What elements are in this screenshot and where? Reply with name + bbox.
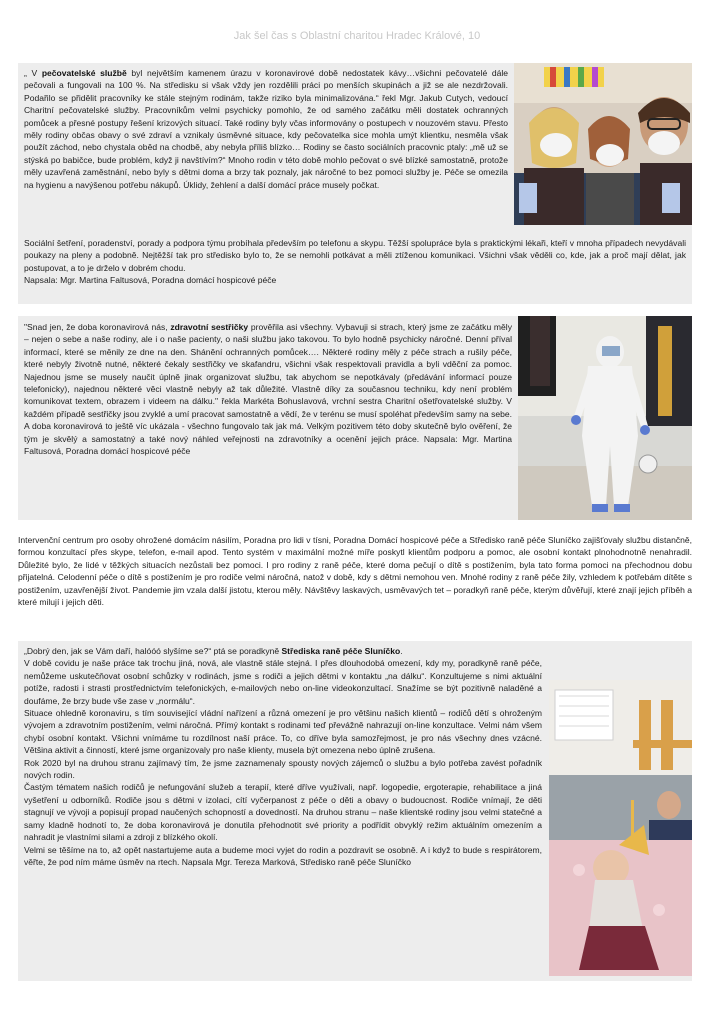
photo-baby-playing-floor xyxy=(549,680,692,976)
intervencni-centrum-text xyxy=(18,534,692,608)
s2-rest: prověřila asi všechny. Vybavuji si strach, který jsme ze začátku měly – nejen o sebe a naše rodiny, ale i o naše pacienty, o naši službu jako takovou. To bylo hodně psychicky náročné. Denní příval informací, které se měnily ze dne na den. Shánění ochranných pomůcek…. Některé rodiny měly z péče strach a rušily péče, které nebyly životně nutné, některé čekaly sestřičky ve skafandru, všichni však respektovali pravidla a byli vděční za pomoc. Najednou jsme se musely naučit úplně jinak organizovat službu, tak abychom se nepotkávaly (předávání informací pouze telefonicky), najednou některé věci vlastně nebyly až tak důležité. Vlastně díky za současnou techniku, kdy není problém komunikovat textem, obrazem i videem na dálku." řekla Markéta Bohuslavová, vrchní sestra Charitní ošetřovatelské služby. V každém případě sestřičky jsou zvyklé a umí pracovat samostatně a vědí, že v terénu se musí spoléhat především samy na sebe. A doba koronavirová to ještě víc ukázala - všechno fungovalo tak jak má. Velkým pozitivem této doby skutečně bylo ověření, že tým je skvělý a samostatný a také nový náhled veřejnosti na zdravotníky a ocenění jejich práce. Napsala: Mgr. Martina Faltusová, Poradna domácí hospicové péče xyxy=(24,322,512,457)
stredisko-text xyxy=(24,645,542,868)
s4-bold-end: . xyxy=(400,646,403,656)
s1-paragraph-2: Sociální šetření, poradenství, porady a podpora týmu probíhala především po telefonu a skypu. Těžší spolupráce byla s praktickými lékaři, kteří v mnoha případech nevydávali poukazy na pleny a podobně. Nejtěžší tak pro středisko bylo to, že se nemohli potkávat a měli ztíženou komunikaci. Všichni však věděli co, kde, jak a proč mají dělat, jak postupovat, a to je drželo v dobrém chodu. xyxy=(24,238,686,273)
s2-open: "Snad jen, že doba koronavirová nás, xyxy=(24,322,171,332)
s4-paragraph-2: Situace ohledně koronaviru, s tím související vládní nařízení a různá omezení je pro většinu našich klientů – rodičů dětí s ohroženým vývojem a zdravotním postižením, velmi náročná. Přímý kontakt s rodinami teď převážně nahrazují on-line konzultace. Velmi nám všem chybí osobní kontakt. Všichni vnímáme tu rozdílnost naší práce. To, co dříve byla samozřejmost, je pro nás všechny dnes vzácné. Většina aktivit a činností, které jsme organizovaly pro naše klienty, musela být omezena nebo úplně zrušena. xyxy=(24,708,542,756)
s4-paragraph-5: Velmi se těšíme na to, až opět nastartujeme auta a budeme moci vyjet do rodin a pozdravit se osobně. A i když to bude s respirátorem, věřte, že pod ním máme úsměv na rtech. Napsala Mgr. Tereza Marková, Středisko raně péče Sluníčko xyxy=(24,844,542,867)
s4-paragraph-1: V době covidu je naše práce tak trochu jiná, nová, ale vlastně stále stejná. I přes dlouhodobá omezení, kdy my, poradkyně raně péče, nemůžeme uskutečňovat osobní schůzky v rodinách, jsme s rodiči a jejich dětmi v kontaktu „na dálku“. Konzultujeme s nimi aktuální potíže, radosti i strasti prostřednictvím telefonických, e-mailových nebo on-line videokonzultací. Snažíme se být pozitivně naladěné a doufáme, že brzy bude vše zase v „normálu“. xyxy=(24,658,542,706)
s4-bold-term: Střediska raně péče Sluníčko xyxy=(281,646,401,656)
s4-paragraph-3: Rok 2020 byl na druhou stranu zajímavý tím, že jsme zaznamenaly spousty nových zájemců o službu a bylo potřeba zavést pořadník nových rodin. xyxy=(24,757,542,781)
s4-open: „Dobrý den, jak se Vám daří, halóóó slyšíme se?“ ptá se poradkyně xyxy=(24,646,282,656)
s1-signature: Napsala: Mgr. Martina Faltusová, Poradna domácí hospicové péče xyxy=(24,275,277,286)
s1-open: „ V xyxy=(24,68,42,78)
s3-paragraph: Intervenční centrum pro osoby ohrožené domácím násilím, Poradna pro lidi v tísni, Poradna Domácí hospicové péče a Středisko raně péče Sluníčko zajišťovaly službu distančně, formou konzultací přes skype, telefon, e-mail apod. Tento systém v maximální možné míře poskytl klientům podporu a pomoc, ale osobní kontakt plnohodnotně nenahradil. Důležité bylo, že lidé v těžkých situacích nezůstali bez pomoci. I pro rodiny z raně péče, které doma pečují o dítě s postižením, byla tato forma pomoci na přechodnou dobu přijatelná. Celodenní péče o dítě s postižením je pro rodiče velmi náročná, natož v době, kdy s dětmi nemohou ven. Mnohé rodiny z raně péče žily, vzhledem k potřebám dítěte s postižením, uzavřenější život. Pandemie jim vzala další jistotu, kterou měly. Návštěvy laskavých, usměvavých tet – poradkyň raně péče, kterým důvěřují, které znají jejich příběh a které milují i jejich děti. xyxy=(18,535,692,608)
s1-bold-term: pečovatelské službě xyxy=(41,68,127,78)
photo-three-women-masks xyxy=(514,63,692,225)
page-header: Jak šel čas s Oblastní charitou Hradec Králové, 10 xyxy=(233,30,481,42)
photo-nurse-protective-suit xyxy=(518,316,692,520)
s2-bold-term: zdravotní sestřičky xyxy=(170,322,249,332)
sestricky-text xyxy=(24,321,512,457)
pecovatelska-text-2 xyxy=(24,237,686,287)
s1-rest: byl největším kamenem úrazu v koronavirové době nedostatek kávy…všichni pečovatelé dále pečovali a fungovali na 100 %. Na středisku si však vždy jen rozdělili práci po menších skupinách a již se ale nezdržovali. Podařilo se přidělit pracovníky ke stále stejným rodinám, takže riziko byla minimalizována.“ řekl Mgr. Jakub Cutych, vedoucí Charitní pečovatelské služby. Pracovníkům velmi psychicky pomohlo, že od samého začátku měli dostatek ochranných pomůcek a přesné postupy řešení krizových situací. Také rodiny byly včas informovány o postupech v nouzovém stavu. Přesto měly rodiny občas obavy o své zdraví a vznikaly úsměvné situace, kdy pečovatelka sice mohla umýt klientku, nesměla však použít záchod, nebo chystala oběd na chodbě, aby nebyla příliš blízko… Rodiny se často sociálních pracovnic ptaly: „mě už se stýská po babičce, bude problém, když ji navštívím?“ Mnoho rodin v této době mohlo pečovat o své blízké samostatně, protože měly uzavřená zaměstnání, nebo byly s dětmi doma a brzy tak poznaly, jak náročné to bez pomoci služby je. Péče se omezila na hygienu a navýšenou potřebu nákupů. Úklidy, žehlení a další domácí práce musely počkat. xyxy=(24,68,508,190)
s4-paragraph-4: Častým tématem našich rodičů je nefungování služeb a terapií, které dříve využívali, např. logopedie, ergoterapie, rehabilitace a jiná vyšetření u odborníků. Rodiče jsou s dětmi v izolaci, cítí vyčerpanost z péče o děti a obavy o budoucnost. Rodiče vnímají, že děti stagnují ve vývoji a popisují propad naučených schopností a dovedností. Na druhou stranu – naše klientské rodiny jsou velmi statečné a samy kladně hodnotí to, že doba koronavirová je donutila přehodnotit své priority a podřídit obvyklý režim aktuálním omezením a nahradit je vlastními silami a zdroji z blízkého okolí. xyxy=(24,782,542,843)
pecovatelska-text xyxy=(24,67,508,191)
